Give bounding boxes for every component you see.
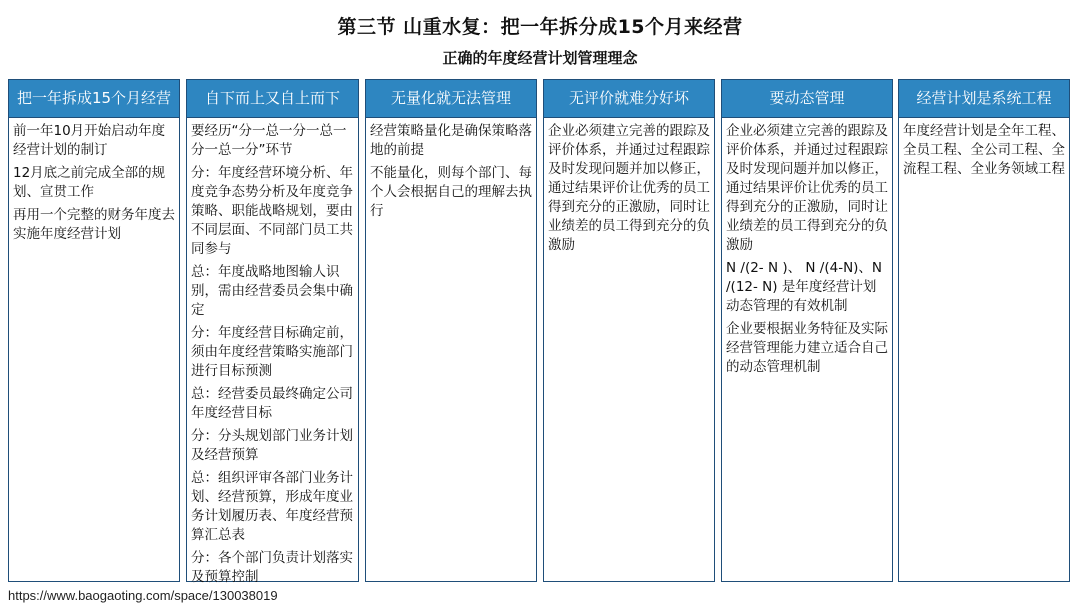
column-paragraph: 经营策略量化是确保策略落地的前提 [370,123,532,158]
column-paragraph: 分：分头规划部门业务计划及经营预算 [191,428,353,463]
column-1 [8,79,180,582]
column-paragraph: 再用一个完整的财务年度去实施年度经营计划 [13,207,175,242]
column-paragraph: 总：年度战略地图输人识别，需由经营委员会集中确定 [191,264,353,318]
column-body [187,118,358,587]
column-body [366,118,536,221]
page-title: 第三节 山重水复：把一年拆分成15个月来经营 [337,16,743,38]
column-body [9,118,179,244]
column-6 [898,79,1070,582]
column-paragraph: 12月底之前完成全部的规划、宣贯工作 [13,165,166,200]
column-paragraph: 分：年度经营目标确定前，须由年度经营策略实施部门进行目标预测 [191,325,353,379]
column-paragraph: 分：年度经营环境分析、年度竞争态势分析及年度竞争策略、职能战略规划，要由不同层面、不同部门员工共同参与 [191,165,353,257]
column-paragraph: 要经历“分一总一分一总一分一总一分”环节 [191,123,347,158]
column-paragraph: 总：经营委员最终确定公司年度经营目标 [191,386,353,421]
column-paragraph: 企业必须建立完善的跟踪及评价体系，并通过过程跟踪及时发现问题并加以修正，通过结果评价让优秀的员工得到充分的正激励，同时让业绩差的员工得到充分的负激励 [548,123,710,253]
source-url: https://www.baogaoting.com/space/130038019 [8,588,278,603]
column-body [544,118,714,255]
column-paragraph: 总：组织评审各部门业务计划、经营预算，形成年度业务计划履历表、年度经营预算汇总表 [191,470,353,543]
column-header: 自下而上又自上而下 [187,80,358,118]
column-paragraph: 企业必须建立完善的跟踪及评价体系，并通过过程跟踪及时发现问题并加以修正，通过结果评价让优秀的员工得到充分的正激励，同时让业绩差的员工得到充分的负激励 [726,123,888,253]
column-5 [721,79,893,582]
column-header: 把一年拆成15个月经营 [9,80,179,118]
page-subtitle: 正确的年度经营计划管理理念 [442,49,638,67]
column-body [899,118,1069,179]
column-header: 无量化就无法管理 [366,80,536,118]
column-paragraph: 前一年10月开始启动年度经营计划的制订 [13,123,166,158]
column-header: 经营计划是系统工程 [899,80,1069,118]
column-4 [543,79,715,582]
column-header: 无评价就难分好坏 [544,80,714,118]
column-2 [186,79,359,585]
column-paragraph: 企业要根据业务特征及实际经营管理能力建立适合自己的动态管理机制 [726,321,888,375]
column-paragraph: 分：各个部门负责计划落实及预算控制 [191,550,353,585]
column-3 [365,79,537,582]
column-paragraph: 年度经营计划是全年工程、全员工程、全公司工程、全流程工程、全业务领域工程 [903,123,1065,177]
column-body [722,118,892,377]
column-paragraph: 不能量化，则每个部门、每个人会根据自己的理解去执行 [370,165,532,219]
column-header: 要动态管理 [722,80,892,118]
column-paragraph: N /(2- N )、 N /(4-N)、N /(12- N) 是年度经营计划动态管理的有效机制 [726,260,883,314]
